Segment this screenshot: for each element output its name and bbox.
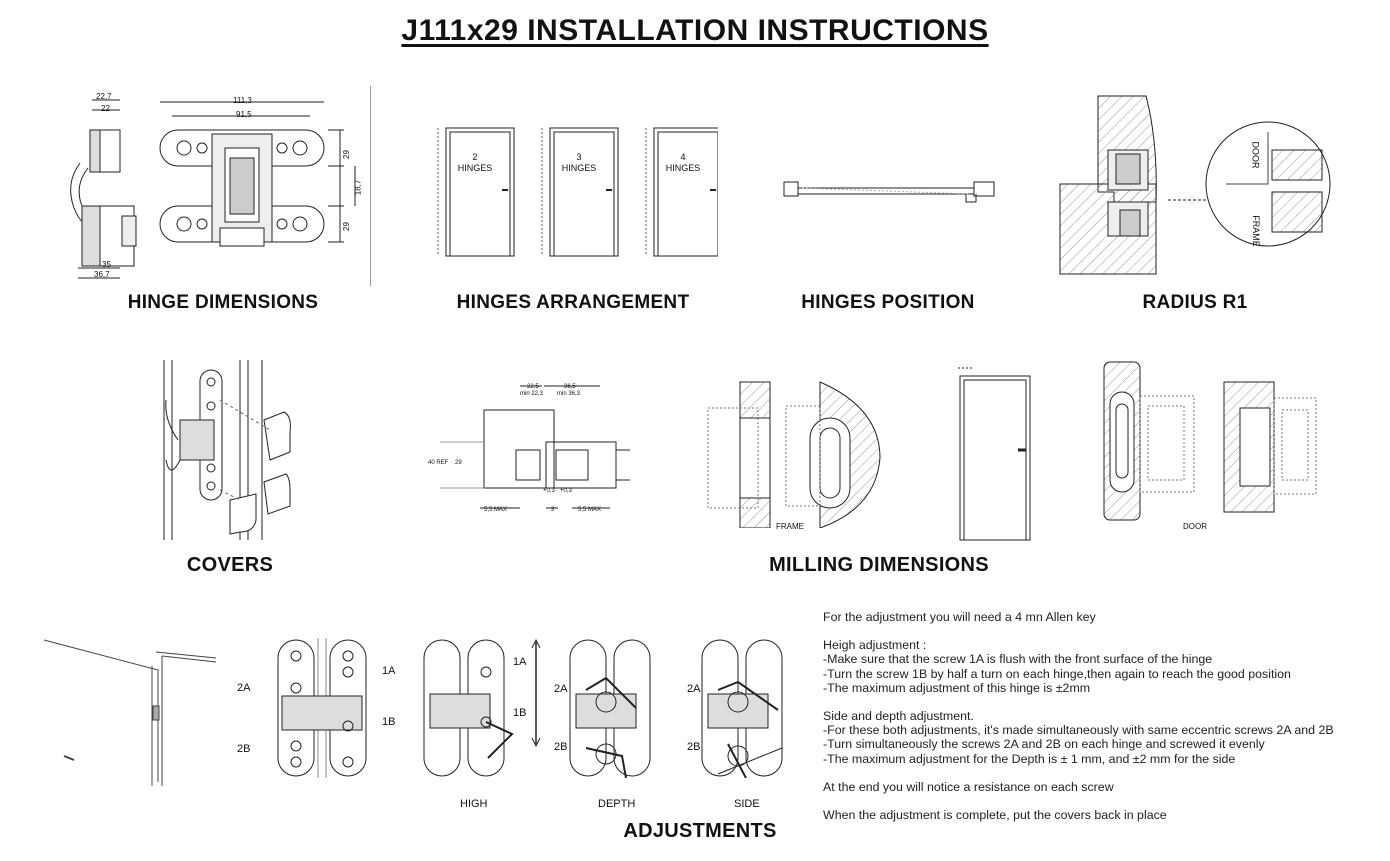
mill-dim-max-1: 5,5 MAX (484, 507, 508, 513)
hinge-word-3: HINGES (561, 163, 597, 173)
hinge-count-4: 4 (680, 152, 686, 162)
instruction-height-heading: Heigh adjustment : (823, 638, 927, 653)
section-title-covers: COVERS (186, 554, 274, 576)
dim-18-7: 18,7 (353, 179, 363, 196)
adjust-high-figure (416, 638, 546, 778)
section-title-hinges-arrangement: HINGES ARRANGEMENT (456, 292, 690, 313)
dim-29-bottom: 29 (341, 222, 351, 231)
door-perspective-figure (40, 636, 220, 786)
hinge-word-4: HINGES (665, 163, 701, 173)
section-title-radius-r1: RADIUS R1 (1142, 292, 1248, 313)
screw-label-2a-side: 2A (687, 683, 701, 695)
mill-dim-36-5: 36,5 (564, 384, 576, 390)
instruction-side-depth-step-2: -Turn simultaneously the screws 2A and 2B on each hinge and screwed it evenly (823, 737, 1265, 752)
dim-22: 22 (101, 104, 110, 113)
screw-label-2a: 2A (237, 682, 251, 694)
label-side: SIDE (734, 798, 760, 810)
divider-line (370, 86, 371, 286)
section-title-milling-dimensions: MILLING DIMENSIONS (769, 554, 989, 576)
mill-dim-tol-1: +0,3 (543, 488, 555, 494)
adjust-depth-figure (566, 638, 666, 778)
radius-r1-figure (1058, 92, 1338, 276)
hinge-count-2: 2 (472, 152, 478, 162)
mill-dim-gap: 3 (551, 507, 555, 513)
radius-frame-label: FRAME (1250, 215, 1261, 247)
screw-label-1a-high: 1A (513, 656, 527, 668)
adjust-side-figure (698, 638, 798, 778)
label-depth: DEPTH (598, 798, 636, 810)
dim-91-5: 91,5 (236, 110, 252, 119)
milling-door-figure (954, 364, 1034, 544)
hinge-dimensions-figure (60, 88, 370, 288)
dim-111-3: 111,3 (233, 96, 252, 105)
label-high: HIGH (460, 798, 488, 810)
section-title-hinge-dimensions: HINGE DIMENSIONS (127, 292, 319, 313)
instruction-height-step-1: -Make sure that the screw 1A is flush with the front surface of the hinge (823, 652, 1213, 667)
dim-22-7: 22,7 (96, 92, 112, 101)
hinges-position-figure (780, 178, 1000, 208)
screw-label-1a: 1A (382, 665, 396, 677)
section-title-adjustments: ADJUSTMENTS (623, 820, 777, 842)
mill-dim-min-22-3: min 22,3 (520, 391, 544, 397)
screw-label-2b-side: 2B (687, 741, 701, 753)
instruction-intro: For the adjustment you will need a 4 mn Allen key (823, 610, 1096, 624)
milling-frame-figure (700, 378, 890, 528)
radius-door-label: DOOR (1250, 141, 1261, 169)
milling-frame-label: FRAME (776, 522, 804, 531)
dim-35: 35 (102, 260, 111, 269)
page-title: J111x29 INSTALLATION INSTRUCTIONS (401, 14, 989, 47)
covers-figure (160, 360, 300, 540)
hinge-count-3: 3 (576, 152, 582, 162)
mill-dim-29: 29 (455, 460, 462, 466)
instruction-covers: When the adjustment is complete, put the covers back in place (823, 808, 1167, 823)
milling-door-label: DOOR (1183, 522, 1207, 531)
screw-label-2b: 2B (237, 743, 251, 755)
hinge-word-2: HINGES (457, 163, 493, 173)
mill-dim-min-36-3: min 36,3 (557, 391, 581, 397)
dim-36-7: 36,7 (94, 270, 110, 279)
dim-29-top: 29 (341, 150, 351, 159)
instruction-height-step-2: -Turn the screw 1B by half a turn on each hinge,then again to reach the good position (823, 666, 1291, 681)
instruction-side-depth-heading: Side and depth adjustment. (823, 709, 974, 724)
adjustment-instructions (823, 610, 1383, 822)
screw-label-1b-high: 1B (513, 707, 527, 719)
hinges-arrangement-figure (428, 124, 718, 258)
arrangement-door-1-label (455, 152, 495, 174)
mill-dim-max-2: 5,5 MAX (578, 507, 602, 513)
mill-dim-tol-2: +0,3 (560, 488, 572, 494)
screw-label-2b-depth: 2B (554, 741, 568, 753)
screw-label-2a-depth: 2A (554, 683, 568, 695)
arrangement-door-3-label (663, 152, 703, 174)
instruction-side-depth-step-1: -For these both adjustments, it's made simultaneously with same eccentric screws 2A and 2B (823, 723, 1334, 738)
arrangement-door-2-label (559, 152, 599, 174)
instruction-height-step-3: -The maximum adjustment of this hinge is ±2mm (823, 680, 1091, 695)
mill-dim-40-ref: 40 REF (428, 460, 449, 466)
screw-label-1b: 1B (382, 716, 396, 728)
milling-door-detail-figure (1096, 352, 1336, 532)
mill-dim-22-5: 22,5 (527, 384, 539, 390)
milling-section-figure (420, 380, 632, 520)
adjust-hinge-figure (262, 638, 382, 778)
section-title-hinges-position: HINGES POSITION (801, 292, 975, 313)
instruction-side-depth-step-3: -The maximum adjustment for the Depth is ± 1 mm, and ±2 mm for the side (823, 751, 1236, 766)
instruction-resistance: At the end you will notice a resistance on each screw (823, 779, 1114, 794)
